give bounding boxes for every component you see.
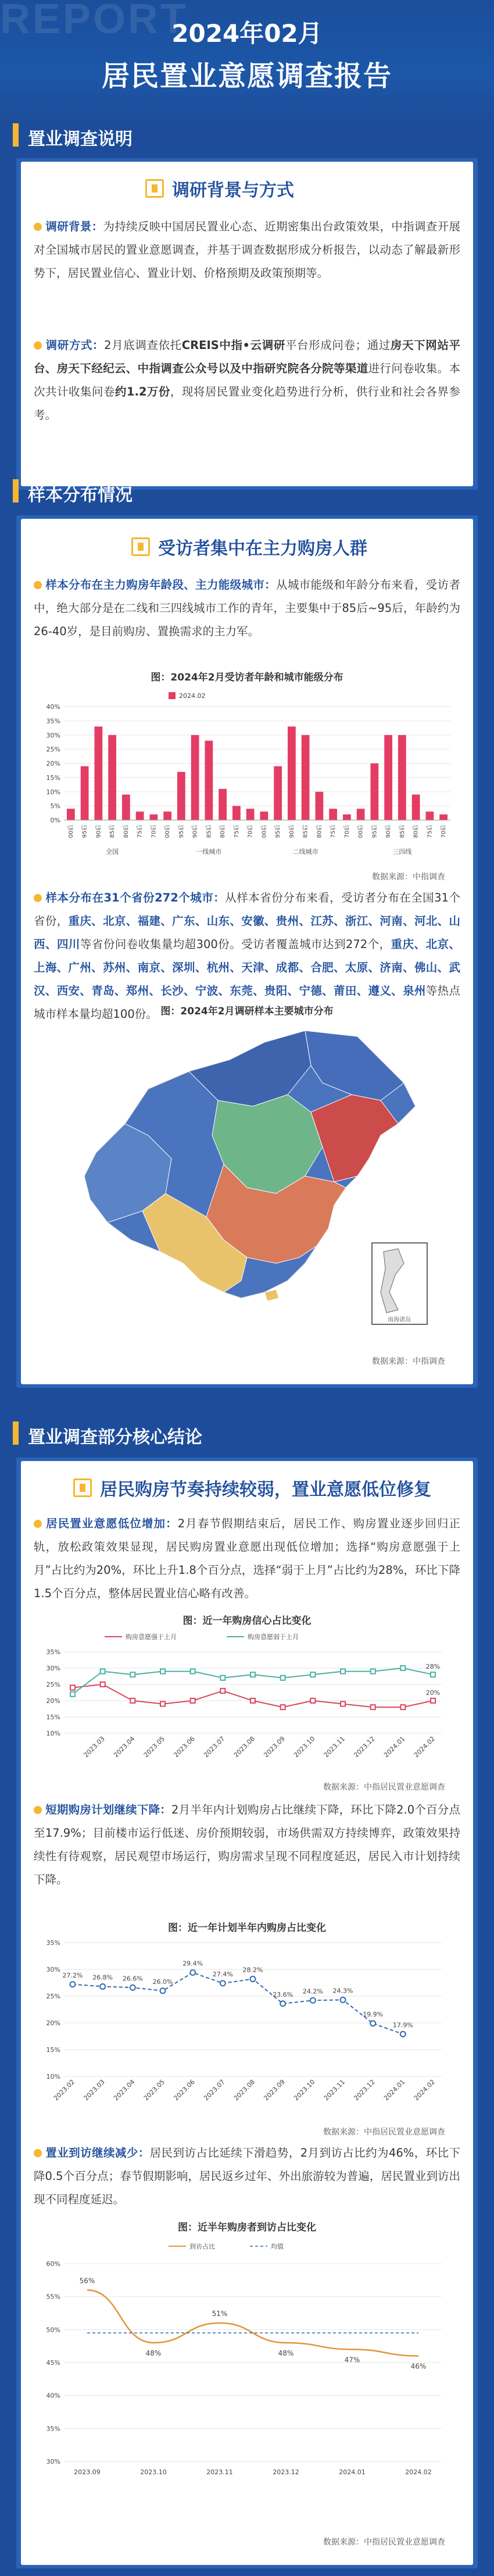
- y-tick-label: 25%: [46, 1993, 60, 2000]
- bullet-dot-icon: [34, 581, 42, 589]
- bullet-dot-icon: [34, 894, 42, 902]
- data-label: 56%: [79, 2276, 95, 2285]
- x-tick-label: 2024.02: [405, 2468, 432, 2476]
- x-tick-label: 85后: [399, 825, 406, 838]
- y-tick-label: 60%: [46, 2260, 60, 2268]
- conclusion-visit-key: 置业到访继续减少：: [45, 2146, 150, 2160]
- sample-region-text-a: 从样本省份分布来看，受访者分布在全国31个省份，: [34, 891, 460, 928]
- y-tick-label: 25%: [46, 1681, 60, 1688]
- data-point: [341, 1702, 345, 1706]
- legend-swatch: [169, 692, 176, 699]
- report-date: 2024年02月: [171, 19, 323, 48]
- x-tick-label: 70后: [151, 825, 157, 838]
- bar: [288, 726, 296, 820]
- bar: [81, 766, 89, 820]
- intro-method-paragraph: [34, 334, 460, 427]
- y-tick-label: 45%: [46, 2359, 60, 2367]
- intro-method-channels: 房天下网站平台、房天下经纪云、中指调查公众号以及中指研究院各分院等渠道: [34, 339, 460, 375]
- x-tick-label: 2023.08: [232, 1734, 257, 1759]
- bullet-dot-icon: [34, 341, 42, 350]
- data-point: [250, 1698, 255, 1703]
- x-tick-label: 00后: [357, 825, 364, 838]
- x-tick-label: 85后: [302, 825, 309, 838]
- x-tick-label: 2024.01: [382, 2078, 407, 2103]
- section-accent-bar: [13, 1421, 19, 1445]
- section-banner-sample: [0, 472, 494, 510]
- fig3-title: 图：近一年购房信心占比变化: [182, 1615, 312, 1627]
- section-banner-conclusions: [0, 1415, 494, 1452]
- x-tick-label: 2023.11: [206, 2468, 233, 2476]
- x-tick-label: 2024.02: [412, 2078, 437, 2103]
- intro-subhead-text: 调研背景与方式: [172, 180, 294, 201]
- bar: [67, 809, 75, 821]
- section-title: 置业调查部分核心结论: [28, 1427, 202, 1448]
- x-tick-label: 70后: [247, 825, 254, 838]
- x-tick-label: 2023.06: [172, 2078, 196, 2103]
- data-label: 46%: [410, 2362, 427, 2371]
- x-tick-label: 75后: [427, 825, 434, 838]
- data-point: [70, 1692, 75, 1697]
- x-tick-label: 80后: [413, 825, 420, 838]
- x-tick-label: 75后: [330, 825, 337, 838]
- x-tick-label: 95后: [81, 825, 88, 838]
- data-label: 20%: [425, 1689, 441, 1697]
- y-tick-label: 10%: [46, 1730, 60, 1737]
- data-point: [371, 1705, 375, 1709]
- y-tick-label: 40%: [46, 2392, 60, 2400]
- bar: [357, 809, 365, 821]
- y-tick-label: 0%: [50, 817, 60, 824]
- bar: [274, 766, 282, 820]
- data-label: 19.9%: [363, 2010, 384, 2018]
- intro-method-count: 约1.2万份: [114, 385, 170, 398]
- y-tick-label: 35%: [46, 1648, 60, 1656]
- bar: [136, 811, 144, 820]
- sample-region-text-e: 等热点城市样本量均超100份。: [34, 984, 460, 1021]
- intro-method-text-c: 平台形成问卷；通过: [285, 339, 391, 352]
- bullet-dot-icon: [34, 223, 42, 231]
- intro-method-text-g: ，现将居民置业变化趋势进行分析，供行业和社会各界参考。: [34, 385, 460, 422]
- data-point: [281, 1676, 285, 1680]
- x-tick-label: 2023.03: [82, 2078, 106, 2103]
- data-label: 24.2%: [302, 1987, 323, 1996]
- x-tick-label: 2023.05: [142, 1734, 167, 1759]
- data-point: [371, 1669, 375, 1674]
- bar: [370, 764, 378, 821]
- y-tick-label: 15%: [46, 1713, 60, 1721]
- conclusion-confidence-key: 居民置业意愿低位增加：: [45, 1517, 178, 1530]
- age-city-bar-chart: [35, 686, 459, 867]
- data-label: 24.3%: [332, 1987, 353, 1995]
- data-point: [280, 2001, 285, 2006]
- intro-method-key: 调研方式：: [45, 339, 105, 352]
- bar: [232, 806, 241, 820]
- report-title: 居民置业意愿调查报告: [101, 60, 392, 92]
- bar: [191, 735, 199, 820]
- y-tick-label: 35%: [46, 2425, 60, 2433]
- fig5-source: 数据来源：中指居民置业意愿调查: [323, 2538, 445, 2547]
- x-tick-label: 2023.09: [262, 2078, 287, 2103]
- data-label: 51%: [212, 2310, 228, 2318]
- data-point: [250, 1976, 256, 1982]
- data-label: 28%: [425, 1663, 441, 1671]
- data-point: [341, 1669, 345, 1674]
- x-tick-label: 2024.01: [339, 2468, 366, 2476]
- y-tick-label: 40%: [46, 703, 60, 711]
- y-tick-label: 30%: [46, 1966, 60, 1973]
- bullet-dot-icon: [34, 2149, 42, 2157]
- data-point: [190, 1970, 195, 1975]
- y-tick-label: 30%: [46, 2458, 60, 2465]
- visit-line-chart: [35, 2235, 459, 2496]
- x-tick-label: 2023.10: [292, 2078, 317, 2103]
- conclusion-plan-text: 2月半年内计划购房占比继续下降，环比下降2.0个百分点至17.9%；目前楼市运行低迷、房价预期较弱，市场供需双方持续博弈，政策效果持续性有待观察，居民观望市场运行，购房需求呈现不同程度延迟，居民入市计划持续下降。: [34, 1803, 460, 1886]
- document-icon: [145, 179, 164, 198]
- sample-subhead: [131, 534, 367, 560]
- data-point: [191, 1669, 195, 1674]
- bar: [177, 772, 185, 820]
- y-tick-label: 10%: [46, 2073, 60, 2080]
- x-tick-label: 00后: [261, 825, 268, 838]
- intro-card: [21, 162, 473, 486]
- x-tick-label: 90后: [288, 825, 295, 838]
- data-point: [130, 1985, 135, 1990]
- data-label: 26.8%: [92, 1973, 113, 1982]
- legend-label: 2024.02: [179, 692, 206, 700]
- group-label: 一线城市: [196, 848, 222, 856]
- x-tick-label: 00后: [67, 825, 74, 838]
- x-tick-label: 95后: [178, 825, 185, 838]
- section-title: 置业调查说明: [28, 129, 133, 149]
- section-accent-bar: [13, 479, 19, 503]
- header-watermark: REPORT: [0, 0, 189, 42]
- x-tick-label: 2023.11: [322, 1734, 347, 1759]
- y-tick-label: 20%: [46, 760, 60, 768]
- data-label: 28.2%: [242, 1966, 263, 1974]
- x-tick-label: 95后: [371, 825, 378, 838]
- data-point: [70, 1686, 75, 1690]
- data-point: [310, 1998, 316, 2003]
- section-title: 样本分布情况: [28, 485, 133, 505]
- group-label: 二线城市: [292, 848, 318, 856]
- x-tick-label: 80后: [220, 825, 227, 838]
- x-tick-label: 2023.12: [352, 2078, 377, 2103]
- bar: [315, 792, 323, 820]
- fig4-title: 图：近一年计划半年内购房占比变化: [168, 1922, 326, 1934]
- x-tick-label: 2023.12: [352, 1734, 377, 1759]
- y-tick-label: 20%: [46, 2019, 60, 2027]
- x-tick-label: 2023.02: [52, 2078, 77, 2103]
- x-tick-label: 75后: [137, 825, 144, 838]
- data-point: [220, 1676, 225, 1680]
- x-tick-label: 2023.08: [232, 2078, 257, 2103]
- x-tick-label: 2023.07: [202, 2078, 227, 2103]
- data-point: [101, 1682, 105, 1687]
- legend-label: 均值: [271, 2243, 284, 2250]
- legend-label: 购房意愿弱于上月: [248, 1633, 299, 1641]
- report-header: [0, 0, 494, 122]
- sample-region-text-c: 等省份问卷收集量均超300份。受访者覆盖城市达到272个，: [80, 938, 391, 951]
- bar: [329, 809, 337, 821]
- x-tick-label: 2023.10: [292, 1734, 317, 1759]
- x-tick-label: 00后: [164, 825, 171, 838]
- fig3-source: 数据来源：中指居民置业意愿调查: [323, 1783, 445, 1792]
- intro-method-platform: CREIS中指•云调研: [181, 339, 285, 352]
- data-point: [160, 1988, 166, 1993]
- conclusion-confidence-text: 2月春节假期结束后，居民工作、购房置业逐步回归正轨，放松政策效果显现，居民购房置业意愿出现低位增加；选择“购房意愿强于上月”占比约为20%，环比上升1.8个百分点，选择“弱于上月”占比约为28%，环比下降1.5个百分点，整体居民置业信心略有改善。: [34, 1517, 460, 1600]
- map-inset-label: 南海诸岛: [388, 1317, 411, 1323]
- bar: [94, 726, 102, 820]
- x-tick-label: 75后: [233, 825, 240, 838]
- data-point: [400, 2032, 406, 2037]
- x-tick-label: 70后: [441, 825, 448, 838]
- x-tick-label: 2023.03: [82, 1734, 106, 1759]
- bar: [163, 811, 171, 820]
- data-label: 48%: [145, 2349, 162, 2357]
- data-point: [70, 1982, 76, 1987]
- fig1-source: 数据来源：中指调查: [372, 872, 445, 882]
- sample-subhead-text: 受访者集中在主力购房人群: [158, 539, 367, 559]
- bar: [149, 814, 157, 820]
- x-tick-label: 90后: [385, 825, 392, 838]
- confidence-line-chart: [35, 1629, 459, 1780]
- fig4-source: 数据来源：中指居民置业意愿调查: [323, 2128, 445, 2137]
- y-tick-label: 15%: [46, 774, 60, 782]
- x-tick-label: 80后: [316, 825, 323, 838]
- x-tick-label: 70后: [343, 825, 350, 838]
- data-point: [431, 1672, 435, 1677]
- fig2-source: 数据来源：中指调查: [372, 1357, 445, 1366]
- y-tick-label: 10%: [46, 788, 60, 796]
- y-tick-label: 20%: [46, 1697, 60, 1705]
- x-tick-label: 90后: [192, 825, 199, 838]
- sample-region-key: 样本分布在31个省份272个城市：: [45, 891, 225, 904]
- bar: [205, 741, 213, 821]
- data-point: [160, 1669, 165, 1674]
- data-point: [100, 1984, 105, 1989]
- intro-method-text-e: 进行问卷收集。本次共计收集问卷: [34, 362, 460, 398]
- sample-age-paragraph: [34, 573, 460, 643]
- document-icon: [131, 537, 150, 556]
- conclusions-subhead-text: 居民购房节奏持续较弱，置业意愿低位修复: [100, 1480, 431, 1500]
- data-label: 29.4%: [182, 1959, 203, 1968]
- bar: [302, 735, 310, 820]
- data-point: [220, 1980, 225, 1986]
- y-tick-label: 5%: [50, 802, 60, 810]
- data-point: [130, 1672, 135, 1677]
- intro-background-paragraph: [34, 215, 460, 285]
- x-tick-label: 2023.10: [140, 2468, 167, 2476]
- bar: [398, 735, 406, 820]
- y-tick-label: 55%: [46, 2293, 60, 2301]
- x-tick-label: 2024.02: [412, 1734, 437, 1759]
- bar: [122, 794, 130, 820]
- x-tick-label: 2023.09: [262, 1734, 287, 1759]
- data-point: [160, 1702, 165, 1706]
- y-tick-label: 50%: [46, 2326, 60, 2334]
- x-tick-label: 2024.01: [382, 1734, 407, 1759]
- conclusion-visit-paragraph: [34, 2142, 460, 2211]
- data-point: [130, 1698, 135, 1703]
- bullet-dot-icon: [34, 1806, 42, 1814]
- china-sample-map: [55, 1019, 439, 1345]
- data-point: [191, 1698, 195, 1703]
- x-tick-label: 2023.04: [112, 2078, 137, 2103]
- legend-label: 到访占比: [189, 2243, 215, 2250]
- data-point: [310, 1672, 315, 1677]
- x-tick-label: 90后: [95, 825, 102, 838]
- data-label: 26.0%: [152, 1978, 173, 1986]
- x-tick-label: 95后: [275, 825, 282, 838]
- y-tick-label: 35%: [46, 717, 60, 725]
- x-tick-label: 80后: [123, 825, 130, 838]
- data-point: [281, 1705, 285, 1709]
- sample-region-provinces: 重庆、北京、福建、广东、山东、安徽、贵州、江苏、浙江、河南、河北、山西、四川: [34, 914, 460, 951]
- data-label: 27.2%: [62, 1971, 83, 1979]
- conclusion-plan-paragraph: [34, 1798, 460, 1891]
- x-tick-label: 2023.11: [322, 2078, 347, 2103]
- group-label: 全国: [106, 848, 119, 856]
- section-banner-survey-intro: [0, 116, 494, 154]
- y-tick-label: 15%: [46, 2046, 60, 2054]
- group-label: 三四线: [392, 848, 412, 856]
- data-point: [220, 1688, 225, 1693]
- bar: [412, 794, 420, 820]
- bullet-dot-icon: [34, 1520, 42, 1528]
- series-line: [87, 2290, 418, 2356]
- fig5-title: 图：近半年购房者到访占比变化: [178, 2222, 316, 2233]
- legend-label: 购房意愿强于上月: [126, 1633, 177, 1641]
- sample-age-text: 从城市能级和年龄分布来看，受访者中，绝大部分是在二线和三四线城市工作的青年，主要集中于85后~95后，年龄约为26-40岁，是目前购房、置换需求的主力军。: [34, 578, 460, 638]
- data-label: 48%: [278, 2349, 294, 2357]
- data-point: [310, 1698, 315, 1703]
- data-point: [341, 1997, 346, 2003]
- x-tick-label: 2023.12: [273, 2468, 299, 2476]
- conclusion-plan-key: 短期购房计划继续下降：: [45, 1803, 172, 1816]
- data-label: 23.6%: [273, 1990, 293, 1998]
- data-point: [250, 1672, 255, 1677]
- conclusion-visit-text: 居民到访占比延续下滑趋势，2月到访占比约为46%，环比下降0.5个百分点；春节假期影响，居民返乡过年、外出旅游较为普遍，居民置业到访出现不同程度延迟。: [34, 2146, 460, 2206]
- data-label: 17.9%: [392, 2021, 413, 2029]
- purchase-plan-line-chart: [35, 1937, 459, 2123]
- document-icon: [73, 1478, 92, 1497]
- bar: [384, 735, 392, 820]
- bar: [343, 814, 351, 820]
- data-point: [400, 1705, 405, 1709]
- x-tick-label: 2023.07: [202, 1734, 227, 1759]
- x-tick-label: 85后: [109, 825, 116, 838]
- fig1-title: 图：2024年2月受访者年龄和城市能级分布: [151, 672, 343, 683]
- data-point: [370, 2021, 375, 2026]
- x-tick-label: 2023.09: [74, 2468, 101, 2476]
- x-tick-label: 85后: [206, 825, 213, 838]
- x-tick-label: 2023.05: [142, 2078, 167, 2103]
- intro-bg-text: 为持续反映中国居民置业心态、近期密集出台政策效果，中指调查开展对全国城市居民的置业意愿调查，并基于调查数据形成分析报告，以动态了解最新形势下，居民置业信心、置业计划、价格预期及政策预期等。: [34, 220, 460, 280]
- y-tick-label: 25%: [46, 746, 60, 754]
- y-tick-label: 35%: [46, 1939, 60, 1947]
- conclusions-subhead: [73, 1475, 431, 1501]
- data-point: [400, 1666, 405, 1670]
- bar: [425, 811, 434, 820]
- section-accent-bar: [13, 123, 19, 147]
- fig2-title: 图：2024年2月调研样本主要城市分布: [160, 1006, 334, 1017]
- data-label: 27.4%: [212, 1970, 233, 1978]
- data-label: 47%: [344, 2356, 360, 2364]
- bar: [219, 789, 227, 820]
- data-label: 26.6%: [122, 1975, 143, 1983]
- intro-bg-key: 调研背景：: [45, 220, 103, 233]
- sample-region-cities: 重庆、北京、上海、广州、苏州、南京、深圳、杭州、天津、成都、合肥、太原、济南、佛山、武汉、西安、青岛、郑州、长沙、宁波、东莞、贵阳、宁德、莆田、遵义、泉州: [34, 938, 460, 997]
- intro-method-text-a: 2月底调查依托: [104, 339, 182, 352]
- data-point: [101, 1669, 105, 1674]
- x-tick-label: 2023.06: [172, 1734, 196, 1759]
- bar: [260, 811, 268, 820]
- series-line: [73, 1684, 433, 1707]
- conclusion-confidence-paragraph: [34, 1512, 460, 1605]
- y-tick-label: 30%: [46, 1665, 60, 1672]
- x-tick-label: 2023.04: [112, 1734, 137, 1759]
- bar: [246, 809, 255, 821]
- intro-subhead: [145, 176, 294, 201]
- sample-age-key: 样本分布在主力购房年龄段、主力能级城市：: [45, 578, 276, 592]
- y-tick-label: 30%: [46, 731, 60, 739]
- data-point: [431, 1698, 435, 1703]
- bar: [439, 814, 448, 820]
- bar: [108, 735, 116, 820]
